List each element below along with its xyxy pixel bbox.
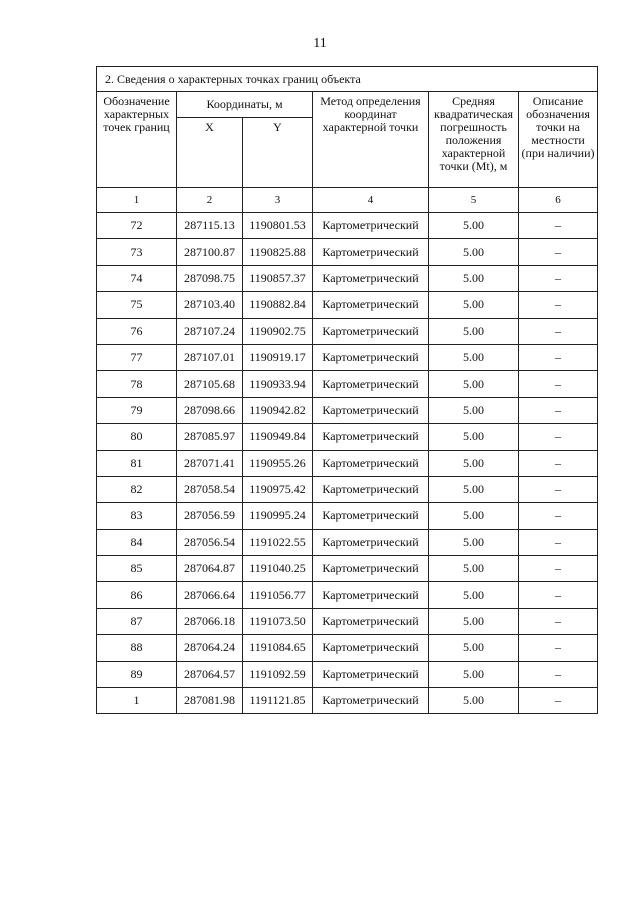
x-coordinate-cell: 287064.57 xyxy=(177,661,243,687)
accuracy-cell: 5.00 xyxy=(429,292,519,318)
table-row xyxy=(97,503,598,529)
y-coordinate-cell: 1190902.75 xyxy=(243,318,313,344)
method-cell: Картометрический xyxy=(313,688,429,714)
header-y: Y xyxy=(243,118,313,188)
accuracy-cell: 5.00 xyxy=(429,635,519,661)
x-coordinate-cell: 287103.40 xyxy=(177,292,243,318)
table-body xyxy=(97,213,598,714)
accuracy-cell: 5.00 xyxy=(429,265,519,291)
x-coordinate-cell: 287081.98 xyxy=(177,688,243,714)
section-title: 2. Сведения о характерных точках границ объекта xyxy=(97,67,598,92)
point-number-cell: 1 xyxy=(97,688,177,714)
y-coordinate-cell: 1190955.26 xyxy=(243,450,313,476)
x-coordinate-cell: 287098.66 xyxy=(177,397,243,423)
accuracy-cell: 5.00 xyxy=(429,688,519,714)
point-number-cell: 79 xyxy=(97,397,177,423)
method-cell: Картометрический xyxy=(313,556,429,582)
header-x: X xyxy=(177,118,243,188)
description-cell: – xyxy=(519,239,598,265)
y-coordinate-cell: 1190933.94 xyxy=(243,371,313,397)
table-row xyxy=(97,265,598,291)
table-row xyxy=(97,608,598,634)
x-coordinate-cell: 287107.01 xyxy=(177,344,243,370)
header-method: Метод определения координат характерной точки xyxy=(313,92,429,188)
column-numbers-row xyxy=(97,188,598,213)
table-row xyxy=(97,661,598,687)
accuracy-cell: 5.00 xyxy=(429,503,519,529)
point-number-cell: 89 xyxy=(97,661,177,687)
method-cell: Картометрический xyxy=(313,608,429,634)
y-coordinate-cell: 1191056.77 xyxy=(243,582,313,608)
y-coordinate-cell: 1190975.42 xyxy=(243,476,313,502)
method-cell: Картометрический xyxy=(313,635,429,661)
page-number: 11 xyxy=(313,36,327,51)
description-cell: – xyxy=(519,688,598,714)
description-cell: – xyxy=(519,608,598,634)
column-number: 3 xyxy=(243,188,313,213)
y-coordinate-cell: 1191073.50 xyxy=(243,608,313,634)
point-number-cell: 81 xyxy=(97,450,177,476)
x-coordinate-cell: 287064.87 xyxy=(177,556,243,582)
table-row xyxy=(97,556,598,582)
accuracy-cell: 5.00 xyxy=(429,661,519,687)
column-number: 1 xyxy=(97,188,177,213)
header-designation: Обозначение характерных точек границ xyxy=(97,92,177,188)
table-row xyxy=(97,344,598,370)
y-coordinate-cell: 1191040.25 xyxy=(243,556,313,582)
x-coordinate-cell: 287066.64 xyxy=(177,582,243,608)
method-cell: Картометрический xyxy=(313,318,429,344)
point-number-cell: 86 xyxy=(97,582,177,608)
table-row xyxy=(97,424,598,450)
accuracy-cell: 5.00 xyxy=(429,318,519,344)
table-row xyxy=(97,239,598,265)
y-coordinate-cell: 1191022.55 xyxy=(243,529,313,555)
header-accuracy: Средняя квадратическая погрешность положения характерной точки (Mt), м xyxy=(429,92,519,188)
x-coordinate-cell: 287098.75 xyxy=(177,265,243,291)
description-cell: – xyxy=(519,556,598,582)
description-cell: – xyxy=(519,661,598,687)
x-coordinate-cell: 287056.59 xyxy=(177,503,243,529)
header-coordinates: Координаты, м xyxy=(177,92,313,118)
point-number-cell: 78 xyxy=(97,371,177,397)
accuracy-cell: 5.00 xyxy=(429,476,519,502)
table-row xyxy=(97,397,598,423)
y-coordinate-cell: 1191084.65 xyxy=(243,635,313,661)
y-coordinate-cell: 1190801.53 xyxy=(243,213,313,239)
table-row xyxy=(97,688,598,714)
table-row xyxy=(97,529,598,555)
y-coordinate-cell: 1190857.37 xyxy=(243,265,313,291)
point-number-cell: 80 xyxy=(97,424,177,450)
point-number-cell: 75 xyxy=(97,292,177,318)
x-coordinate-cell: 287085.97 xyxy=(177,424,243,450)
method-cell: Картометрический xyxy=(313,476,429,502)
method-cell: Картометрический xyxy=(313,371,429,397)
accuracy-cell: 5.00 xyxy=(429,344,519,370)
y-coordinate-cell: 1190995.24 xyxy=(243,503,313,529)
point-number-cell: 88 xyxy=(97,635,177,661)
method-cell: Картометрический xyxy=(313,450,429,476)
point-number-cell: 73 xyxy=(97,239,177,265)
method-cell: Картометрический xyxy=(313,397,429,423)
x-coordinate-cell: 287105.68 xyxy=(177,371,243,397)
table-row xyxy=(97,318,598,344)
accuracy-cell: 5.00 xyxy=(429,450,519,476)
accuracy-cell: 5.00 xyxy=(429,608,519,634)
description-cell: – xyxy=(519,265,598,291)
accuracy-cell: 5.00 xyxy=(429,213,519,239)
x-coordinate-cell: 287064.24 xyxy=(177,635,243,661)
description-cell: – xyxy=(519,397,598,423)
y-coordinate-cell: 1191092.59 xyxy=(243,661,313,687)
point-number-cell: 85 xyxy=(97,556,177,582)
boundary-points-table xyxy=(96,66,598,714)
x-coordinate-cell: 287066.18 xyxy=(177,608,243,634)
table-row xyxy=(97,292,598,318)
column-number: 2 xyxy=(177,188,243,213)
point-number-cell: 72 xyxy=(97,213,177,239)
description-cell: – xyxy=(519,213,598,239)
description-cell: – xyxy=(519,582,598,608)
accuracy-cell: 5.00 xyxy=(429,424,519,450)
description-cell: – xyxy=(519,318,598,344)
point-number-cell: 77 xyxy=(97,344,177,370)
method-cell: Картометрический xyxy=(313,503,429,529)
y-coordinate-cell: 1190825.88 xyxy=(243,239,313,265)
method-cell: Картометрический xyxy=(313,424,429,450)
table-row xyxy=(97,635,598,661)
accuracy-cell: 5.00 xyxy=(429,397,519,423)
accuracy-cell: 5.00 xyxy=(429,582,519,608)
description-cell: – xyxy=(519,450,598,476)
accuracy-cell: 5.00 xyxy=(429,371,519,397)
column-number: 6 xyxy=(519,188,598,213)
header-description: Описание обозначения точки на местности (при наличии) xyxy=(519,92,598,188)
method-cell: Картометрический xyxy=(313,239,429,265)
point-number-cell: 84 xyxy=(97,529,177,555)
point-number-cell: 87 xyxy=(97,608,177,634)
method-cell: Картометрический xyxy=(313,661,429,687)
table-row xyxy=(97,213,598,239)
x-coordinate-cell: 287058.54 xyxy=(177,476,243,502)
accuracy-cell: 5.00 xyxy=(429,556,519,582)
y-coordinate-cell: 1191121.85 xyxy=(243,688,313,714)
description-cell: – xyxy=(519,344,598,370)
table-row xyxy=(97,450,598,476)
method-cell: Картометрический xyxy=(313,529,429,555)
y-coordinate-cell: 1190942.82 xyxy=(243,397,313,423)
table-row xyxy=(97,371,598,397)
x-coordinate-cell: 287115.13 xyxy=(177,213,243,239)
table-row xyxy=(97,476,598,502)
description-cell: – xyxy=(519,292,598,318)
y-coordinate-cell: 1190882.84 xyxy=(243,292,313,318)
method-cell: Картометрический xyxy=(313,213,429,239)
description-cell: – xyxy=(519,635,598,661)
point-number-cell: 83 xyxy=(97,503,177,529)
description-cell: – xyxy=(519,424,598,450)
y-coordinate-cell: 1190949.84 xyxy=(243,424,313,450)
accuracy-cell: 5.00 xyxy=(429,529,519,555)
column-number: 5 xyxy=(429,188,519,213)
method-cell: Картометрический xyxy=(313,582,429,608)
x-coordinate-cell: 287071.41 xyxy=(177,450,243,476)
description-cell: – xyxy=(519,529,598,555)
x-coordinate-cell: 287100.87 xyxy=(177,239,243,265)
table-row xyxy=(97,582,598,608)
x-coordinate-cell: 287107.24 xyxy=(177,318,243,344)
accuracy-cell: 5.00 xyxy=(429,239,519,265)
description-cell: – xyxy=(519,371,598,397)
description-cell: – xyxy=(519,503,598,529)
point-number-cell: 76 xyxy=(97,318,177,344)
x-coordinate-cell: 287056.54 xyxy=(177,529,243,555)
method-cell: Картометрический xyxy=(313,265,429,291)
point-number-cell: 74 xyxy=(97,265,177,291)
method-cell: Картометрический xyxy=(313,344,429,370)
description-cell: – xyxy=(519,476,598,502)
y-coordinate-cell: 1190919.17 xyxy=(243,344,313,370)
point-number-cell: 82 xyxy=(97,476,177,502)
column-number: 4 xyxy=(313,188,429,213)
method-cell: Картометрический xyxy=(313,292,429,318)
